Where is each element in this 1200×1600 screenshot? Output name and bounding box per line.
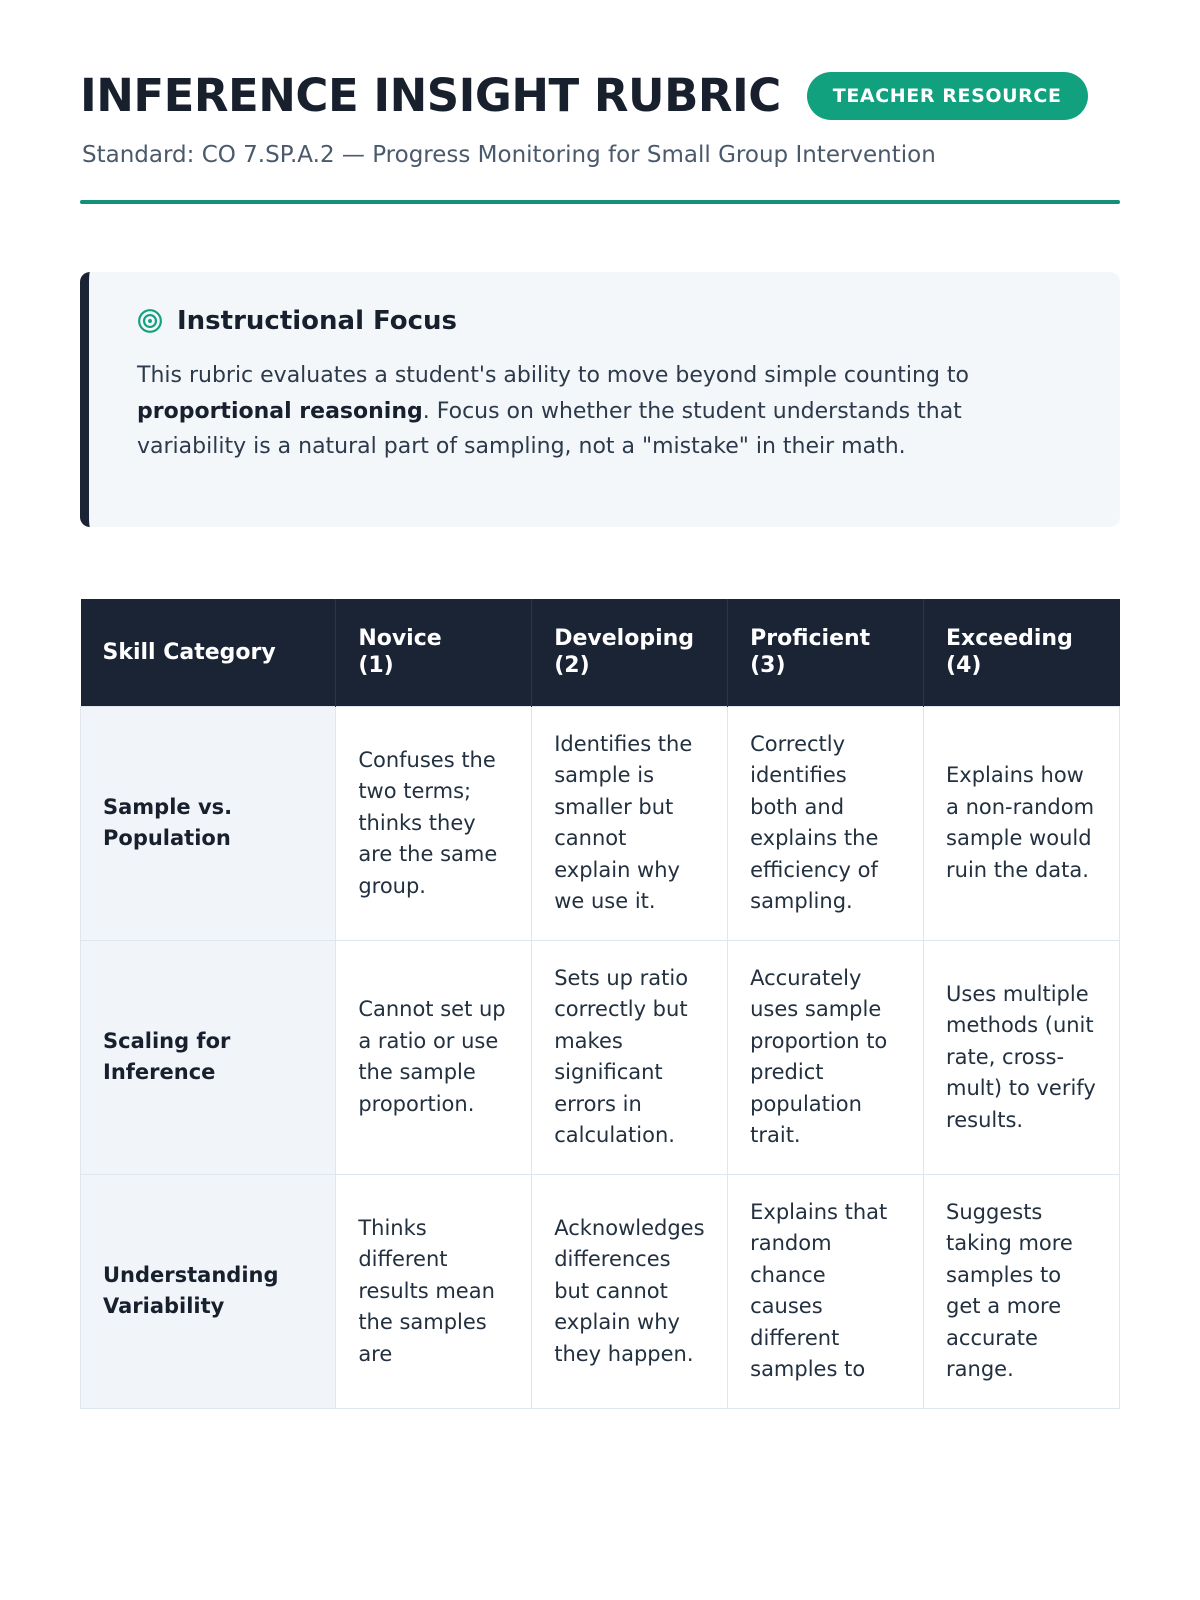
- column-header-exceeding-level: (4): [946, 653, 982, 679]
- cell-novice: Confuses the two terms; thinks they are the same group.: [336, 706, 532, 940]
- rubric-table: [80, 599, 1120, 1409]
- column-header-developing: [532, 599, 728, 707]
- table-head: [81, 599, 1120, 707]
- rubric-table-wrapper: [80, 599, 1120, 1409]
- column-header-skill-label: Skill Category: [102, 639, 276, 665]
- table-row: [81, 1174, 1120, 1408]
- callout-header: [137, 306, 1072, 336]
- cell-proficient: Explains that random chance causes different samples to: [728, 1174, 924, 1408]
- column-header-developing-level: (2): [554, 653, 590, 679]
- callout-body: [137, 358, 1072, 465]
- cell-proficient: Correctly identifies both and explains the efficiency of sampling.: [728, 706, 924, 940]
- cell-exceeding: Suggests taking more samples to get a more accurate range.: [924, 1174, 1120, 1408]
- callout-body-part2: . Focus on whether the student understands that variability is a natural part of sampling, not a "mistake" in their math.: [137, 398, 962, 460]
- column-header-skill: [81, 599, 336, 707]
- document-subtitle: Standard: CO 7.SP.A.2 — Progress Monitoring for Small Group Intervention: [82, 142, 936, 168]
- cell-proficient: Accurately uses sample proportion to predict population trait.: [728, 940, 924, 1174]
- cell-developing: Acknowledges differences but cannot explain why they happen.: [532, 1174, 728, 1408]
- cell-novice: Cannot set up a ratio or use the sample proportion.: [336, 940, 532, 1174]
- column-header-novice: [336, 599, 532, 707]
- cell-exceeding: Uses multiple methods (unit rate, cross-mult) to verify results.: [924, 940, 1120, 1174]
- table-body: [81, 706, 1120, 1408]
- row-skill-label: Scaling for Inference: [81, 940, 336, 1174]
- table-row: [81, 706, 1120, 940]
- cell-novice: Thinks different results mean the samples are: [336, 1174, 532, 1408]
- table-row: [81, 940, 1120, 1174]
- column-header-proficient-label: Proficient: [750, 625, 871, 651]
- document-header: [80, 69, 1120, 123]
- instructional-focus-callout: [80, 272, 1120, 527]
- status-badge: TEACHER RESOURCE: [807, 72, 1088, 120]
- callout-body-emphasis: proportional reasoning: [137, 398, 423, 424]
- callout-body-part1: This rubric evaluates a student's ability to move beyond simple counting to: [137, 363, 970, 388]
- column-header-proficient: [728, 599, 924, 707]
- cell-exceeding: Explains how a non-random sample would ruin the data.: [924, 706, 1120, 940]
- table-header-row: [81, 599, 1120, 707]
- column-header-novice-level: (1): [358, 653, 394, 679]
- column-header-proficient-level: (3): [750, 653, 786, 679]
- target-icon: [137, 308, 163, 334]
- column-header-novice-label: Novice: [358, 625, 442, 651]
- header-divider: [80, 200, 1120, 204]
- column-header-exceeding-label: Exceeding: [946, 625, 1073, 651]
- column-header-developing-label: Developing: [554, 625, 695, 651]
- callout-title: Instructional Focus: [177, 306, 458, 336]
- row-skill-label: Sample vs. Population: [81, 706, 336, 940]
- row-skill-label: Understanding Variability: [81, 1174, 336, 1408]
- column-header-exceeding: [924, 599, 1120, 707]
- cell-developing: Sets up ratio correctly but makes significant errors in calculation.: [532, 940, 728, 1174]
- cell-developing: Identifies the sample is smaller but cannot explain why we use it.: [532, 706, 728, 940]
- page-title: INFERENCE INSIGHT RUBRIC: [80, 69, 781, 123]
